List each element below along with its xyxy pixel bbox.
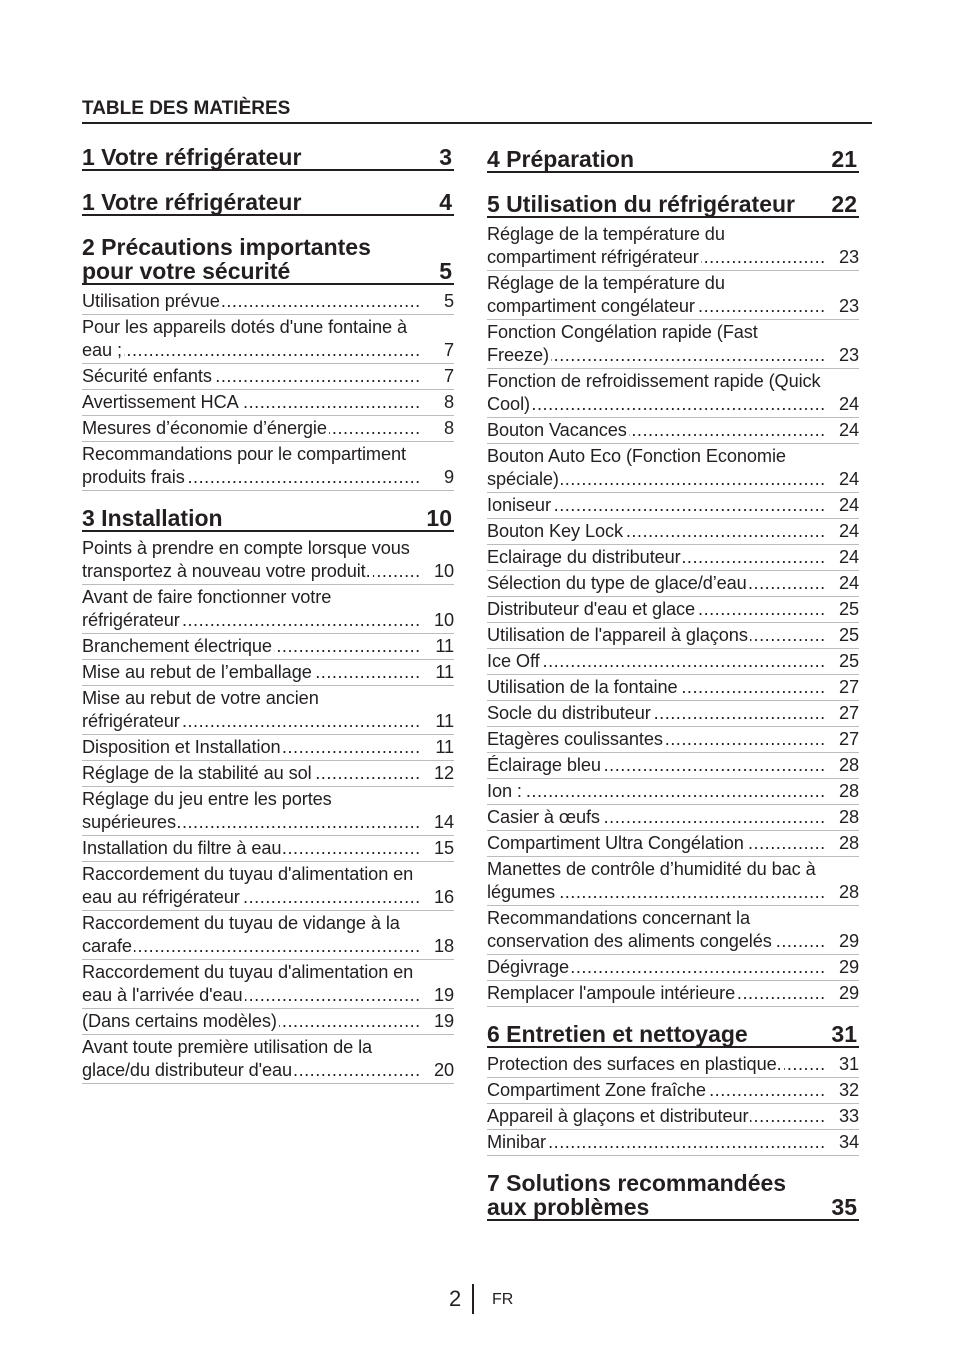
entry-text: Dégivrage bbox=[487, 957, 570, 977]
entry-text: Avant toute première utilisation de la glace/du distributeur d'eau bbox=[82, 1037, 373, 1080]
entry-title bbox=[487, 754, 859, 777]
entry-title bbox=[487, 598, 859, 621]
entry-text: Mise au rebut de votre ancien réfrigérateur bbox=[82, 688, 319, 731]
toc-entry[interactable] bbox=[487, 494, 859, 519]
entry-text: Recommandations concernant la conservation des aliments congelés bbox=[487, 908, 772, 951]
entry-text: Eclairage du distributeur bbox=[487, 547, 681, 567]
page-ref: 19 bbox=[431, 984, 454, 1007]
page-ref: 29 bbox=[836, 982, 859, 1005]
entry-title bbox=[82, 687, 454, 733]
entry-title bbox=[82, 635, 454, 658]
section-underspace bbox=[487, 1223, 859, 1226]
entry-text: Compartiment Zone fraîche bbox=[487, 1080, 706, 1100]
page-ref: 11 bbox=[432, 710, 454, 733]
section-title: 1 Votre réfrigérateur bbox=[82, 189, 302, 215]
section-spacer bbox=[82, 492, 454, 506]
toc-title: TABLE DES MATIÈRES bbox=[82, 97, 872, 124]
entry-title bbox=[487, 572, 859, 595]
toc-entry[interactable] bbox=[487, 272, 859, 320]
page-ref: 23 bbox=[836, 246, 859, 269]
section-title: 5 Utilisation du réfrigérateur bbox=[487, 191, 796, 217]
section-title: 3 Installation bbox=[82, 505, 223, 531]
entry-title bbox=[487, 728, 859, 751]
page-number: 2 bbox=[449, 1286, 462, 1311]
entry-text: Mise au rebut de l’emballage bbox=[82, 662, 312, 682]
section-title: 4 Préparation bbox=[487, 146, 634, 172]
toc-entry[interactable] bbox=[487, 419, 859, 444]
page-ref: 15 bbox=[431, 837, 454, 860]
page-ref: 32 bbox=[836, 1079, 859, 1102]
entry-text: Sécurité enfants bbox=[82, 366, 212, 386]
entry-title bbox=[487, 445, 859, 491]
entry-text: Protection des surfaces en plastique. bbox=[487, 1054, 782, 1074]
toc-entry[interactable] bbox=[82, 586, 454, 634]
entry-title bbox=[82, 912, 454, 958]
entry-title bbox=[82, 586, 454, 632]
entry-title bbox=[82, 290, 454, 313]
page-ref: 25 bbox=[836, 624, 859, 647]
toc-section-heading[interactable] bbox=[487, 147, 859, 173]
entry-text: Raccordement du tuyau de vidange à la carafe bbox=[82, 913, 400, 956]
toc-section-heading[interactable] bbox=[487, 1171, 859, 1221]
entry-text: Disposition et Installation bbox=[82, 737, 281, 757]
language-code: FR bbox=[492, 1291, 514, 1308]
page-ref: 20 bbox=[431, 1059, 454, 1082]
page-ref: 4 bbox=[439, 189, 452, 215]
entry-text: Utilisation de la fontaine bbox=[487, 677, 678, 697]
entry-text: Casier à œufs bbox=[487, 807, 600, 827]
page-ref: 24 bbox=[836, 393, 859, 416]
entry-title bbox=[487, 1131, 859, 1154]
entry-text: Pour les appareils dotés d'une fontaine à eau ; bbox=[82, 317, 407, 360]
toc-entry[interactable] bbox=[82, 365, 454, 390]
entry-title bbox=[487, 676, 859, 699]
toc-entry[interactable] bbox=[487, 982, 859, 1007]
page-ref: 23 bbox=[836, 295, 859, 318]
toc-entry[interactable] bbox=[487, 754, 859, 779]
entry-title bbox=[82, 417, 454, 440]
entry-text: Remplacer l'ampoule intérieure bbox=[487, 983, 736, 1003]
entry-title bbox=[487, 1053, 859, 1076]
toc-entry[interactable] bbox=[487, 321, 859, 369]
page-ref: 29 bbox=[836, 930, 859, 953]
entry-text: Raccordement du tuyau d'alimentation en eau au réfrigérateur bbox=[82, 864, 414, 907]
page-ref: 7 bbox=[441, 339, 454, 362]
entry-title bbox=[487, 223, 859, 269]
page-ref: 24 bbox=[836, 572, 859, 595]
entry-text: Branchement électrique bbox=[82, 636, 272, 656]
entry-title bbox=[487, 780, 859, 803]
toc-entry[interactable] bbox=[82, 391, 454, 416]
entry-title bbox=[487, 982, 859, 1005]
page-ref: 7 bbox=[441, 365, 454, 388]
section-title: 7 Solutions recommandées aux problèmes bbox=[487, 1170, 787, 1220]
entry-title bbox=[82, 837, 454, 860]
page-ref: 11 bbox=[432, 661, 454, 684]
entry-title bbox=[82, 788, 454, 834]
entry-text: Réglage de la température du compartiment réfrigérateur bbox=[487, 224, 725, 267]
page-ref: 27 bbox=[836, 702, 859, 725]
page-ref: 27 bbox=[836, 676, 859, 699]
entry-title bbox=[487, 1079, 859, 1102]
entry-text: Avant de faire fonctionner votre réfrigérateur bbox=[82, 587, 332, 630]
entry-title bbox=[82, 863, 454, 909]
entry-title bbox=[82, 1010, 454, 1033]
page-ref: 28 bbox=[836, 881, 859, 904]
page-ref: 9 bbox=[441, 466, 454, 489]
toc-entry[interactable] bbox=[82, 762, 454, 787]
entry-text: Manettes de contrôle d’humidité du bac à légumes bbox=[487, 859, 816, 902]
entry-title bbox=[487, 370, 859, 416]
page-ref: 14 bbox=[431, 811, 454, 834]
page-ref: 34 bbox=[836, 1131, 859, 1154]
toc-entry[interactable] bbox=[82, 443, 454, 491]
toc-section-heading[interactable] bbox=[487, 1022, 859, 1048]
toc-entry[interactable] bbox=[487, 832, 859, 857]
entry-text: Sélection du type de glace/d’eau bbox=[487, 573, 747, 593]
page-ref: 5 bbox=[441, 290, 454, 313]
entry-title bbox=[82, 391, 454, 414]
toc-entry[interactable] bbox=[487, 956, 859, 981]
page-ref: 35 bbox=[831, 1194, 857, 1220]
toc-entry[interactable] bbox=[82, 837, 454, 862]
page-ref: 29 bbox=[836, 956, 859, 979]
entry-text: Bouton Vacances bbox=[487, 420, 627, 440]
entry-text: Utilisation prévue bbox=[82, 291, 220, 311]
toc-section-heading[interactable] bbox=[82, 506, 454, 532]
entry-text: Ioniseur bbox=[487, 495, 551, 515]
entry-title bbox=[82, 537, 454, 583]
toc-entry[interactable] bbox=[82, 961, 454, 1009]
section-spacer bbox=[487, 1008, 859, 1022]
page-ref: 8 bbox=[441, 391, 454, 414]
entry-text: Avertissement HCA bbox=[82, 392, 239, 412]
toc-entry[interactable] bbox=[82, 788, 454, 836]
entry-text: Éclairage bleu bbox=[487, 755, 601, 775]
entry-text: Points à prendre en compte lorsque vous transportez à nouveau votre produit. bbox=[82, 538, 410, 581]
toc-entry[interactable] bbox=[82, 1036, 454, 1084]
toc-entry[interactable] bbox=[487, 572, 859, 597]
entry-text: Minibar bbox=[487, 1132, 546, 1152]
toc-section-heading[interactable] bbox=[487, 192, 859, 218]
page-ref: 11 bbox=[432, 635, 454, 658]
page-ref: 33 bbox=[836, 1105, 859, 1128]
page-ref: 28 bbox=[836, 780, 859, 803]
toc-entry[interactable] bbox=[82, 661, 454, 686]
toc-section-heading[interactable] bbox=[82, 190, 454, 216]
page-ref: 31 bbox=[836, 1053, 859, 1076]
entry-text: Ion : bbox=[487, 781, 522, 801]
entry-title bbox=[487, 494, 859, 517]
entry-title bbox=[487, 907, 859, 953]
toc-right-column bbox=[487, 147, 859, 1226]
entry-title bbox=[82, 443, 454, 489]
toc-entry[interactable] bbox=[487, 546, 859, 571]
entry-title bbox=[487, 1105, 859, 1128]
page-ref: 25 bbox=[836, 598, 859, 621]
entry-title bbox=[487, 546, 859, 569]
entry-title bbox=[487, 956, 859, 979]
toc-entry[interactable] bbox=[487, 223, 859, 271]
toc-entry[interactable] bbox=[487, 1079, 859, 1104]
entry-text: Bouton Key Lock bbox=[487, 521, 624, 541]
toc-entry[interactable] bbox=[82, 687, 454, 735]
toc-entry[interactable] bbox=[487, 858, 859, 906]
entry-text: Fonction de refroidissement rapide (Quick Cool) bbox=[487, 371, 821, 414]
entry-title bbox=[487, 858, 859, 904]
entry-text: (Dans certains modèles) bbox=[82, 1011, 277, 1031]
entry-text: Mesures d’économie d’énergie bbox=[82, 418, 327, 438]
entry-title bbox=[487, 321, 859, 367]
entry-title bbox=[487, 702, 859, 725]
toc-section-heading[interactable] bbox=[82, 145, 454, 171]
toc-entry[interactable] bbox=[487, 728, 859, 753]
entry-title bbox=[487, 272, 859, 318]
entry-title bbox=[487, 806, 859, 829]
page-ref: 24 bbox=[836, 494, 859, 517]
page-ref: 23 bbox=[836, 344, 859, 367]
page-ref: 19 bbox=[431, 1010, 454, 1033]
page-ref: 28 bbox=[836, 806, 859, 829]
page-ref: 8 bbox=[441, 417, 454, 440]
entry-text: Ice Off bbox=[487, 651, 540, 671]
toc-entry[interactable] bbox=[487, 1105, 859, 1130]
entry-text: Distributeur d'eau et glace bbox=[487, 599, 696, 619]
toc-entry[interactable] bbox=[82, 290, 454, 315]
entry-text: Socle du distributeur bbox=[487, 703, 651, 723]
toc-entry[interactable] bbox=[82, 736, 454, 761]
entry-title bbox=[82, 661, 454, 684]
entry-title bbox=[487, 520, 859, 543]
page-ref: 10 bbox=[431, 560, 454, 583]
page-ref: 11 bbox=[432, 736, 454, 759]
page-ref: 25 bbox=[836, 650, 859, 673]
entry-text: Etagères coulissantes bbox=[487, 729, 663, 749]
toc-entry[interactable] bbox=[82, 635, 454, 660]
page-ref: 3 bbox=[439, 144, 452, 170]
section-spacer bbox=[487, 178, 859, 192]
section-title: 2 Précautions importantes pour votre sécurité bbox=[82, 234, 371, 284]
entry-text: Réglage de la stabilité au sol bbox=[82, 763, 312, 783]
toc-entry[interactable] bbox=[82, 1010, 454, 1035]
entry-title bbox=[487, 419, 859, 442]
page-ref: 22 bbox=[831, 191, 857, 217]
toc-entry[interactable] bbox=[487, 624, 859, 649]
toc-entry[interactable] bbox=[82, 912, 454, 960]
toc-entry[interactable] bbox=[487, 1053, 859, 1078]
toc-entry[interactable] bbox=[487, 370, 859, 418]
page-ref: 24 bbox=[836, 546, 859, 569]
entry-title bbox=[487, 624, 859, 647]
page-ref: 24 bbox=[836, 419, 859, 442]
page-ref: 10 bbox=[431, 609, 454, 632]
toc-entry[interactable] bbox=[487, 806, 859, 831]
toc-entry[interactable] bbox=[487, 520, 859, 545]
entry-text: Recommandations pour le compartiment produits frais bbox=[82, 444, 406, 487]
entry-text: Réglage du jeu entre les portes supérieures bbox=[82, 789, 332, 832]
entry-text: Réglage de la température du compartiment congélateur bbox=[487, 273, 725, 316]
toc-entry[interactable] bbox=[487, 907, 859, 955]
section-spacer bbox=[487, 1157, 859, 1171]
toc-left-column bbox=[82, 145, 454, 1085]
entry-title bbox=[82, 365, 454, 388]
toc-entry[interactable] bbox=[487, 1131, 859, 1156]
toc-entry[interactable] bbox=[487, 780, 859, 805]
section-title: 6 Entretien et nettoyage bbox=[487, 1021, 748, 1047]
toc-entry[interactable] bbox=[487, 598, 859, 623]
page-ref: 24 bbox=[836, 468, 859, 491]
section-spacer bbox=[82, 176, 454, 190]
entry-title bbox=[82, 961, 454, 1007]
entry-text: Fonction Congélation rapide (Fast Freeze) bbox=[487, 322, 758, 365]
page-ref: 28 bbox=[836, 754, 859, 777]
toc-entry[interactable] bbox=[82, 863, 454, 911]
page-ref: 31 bbox=[831, 1021, 857, 1047]
entry-title bbox=[82, 736, 454, 759]
toc-entry[interactable] bbox=[487, 445, 859, 493]
toc-entry[interactable] bbox=[82, 537, 454, 585]
toc-entry[interactable] bbox=[82, 316, 454, 364]
entry-title bbox=[82, 1036, 454, 1082]
entry-text: Bouton Auto Eco (Fonction Economie spéciale) bbox=[487, 446, 786, 489]
entry-title bbox=[82, 762, 454, 785]
page-ref: 21 bbox=[831, 146, 857, 172]
entry-text: Installation du filtre à eau bbox=[82, 838, 282, 858]
entry-title bbox=[82, 316, 454, 362]
page-ref: 12 bbox=[431, 762, 454, 785]
page-ref: 28 bbox=[836, 832, 859, 855]
footer-divider bbox=[472, 1284, 474, 1314]
page-ref: 27 bbox=[836, 728, 859, 751]
toc-entry[interactable] bbox=[487, 650, 859, 675]
page-ref: 10 bbox=[426, 505, 452, 531]
toc-entry[interactable] bbox=[82, 417, 454, 442]
entry-title bbox=[487, 832, 859, 855]
toc-entry[interactable] bbox=[487, 702, 859, 727]
entry-title bbox=[487, 650, 859, 673]
toc-entry[interactable] bbox=[487, 676, 859, 701]
page-ref: 16 bbox=[431, 886, 454, 909]
toc-section-heading[interactable] bbox=[82, 235, 454, 285]
entry-text: Compartiment Ultra Congélation bbox=[487, 833, 744, 853]
entry-text: Utilisation de l'appareil à glaçons bbox=[487, 625, 748, 645]
entry-text: Appareil à glaçons et distributeur bbox=[487, 1106, 749, 1126]
section-title: 1 Votre réfrigérateur bbox=[82, 144, 302, 170]
entry-text: Raccordement du tuyau d'alimentation en eau à l'arrivée d'eau bbox=[82, 962, 414, 1005]
page-ref: 18 bbox=[431, 935, 454, 958]
page-ref: 5 bbox=[439, 258, 452, 284]
section-spacer bbox=[82, 221, 454, 235]
page-ref: 24 bbox=[836, 520, 859, 543]
